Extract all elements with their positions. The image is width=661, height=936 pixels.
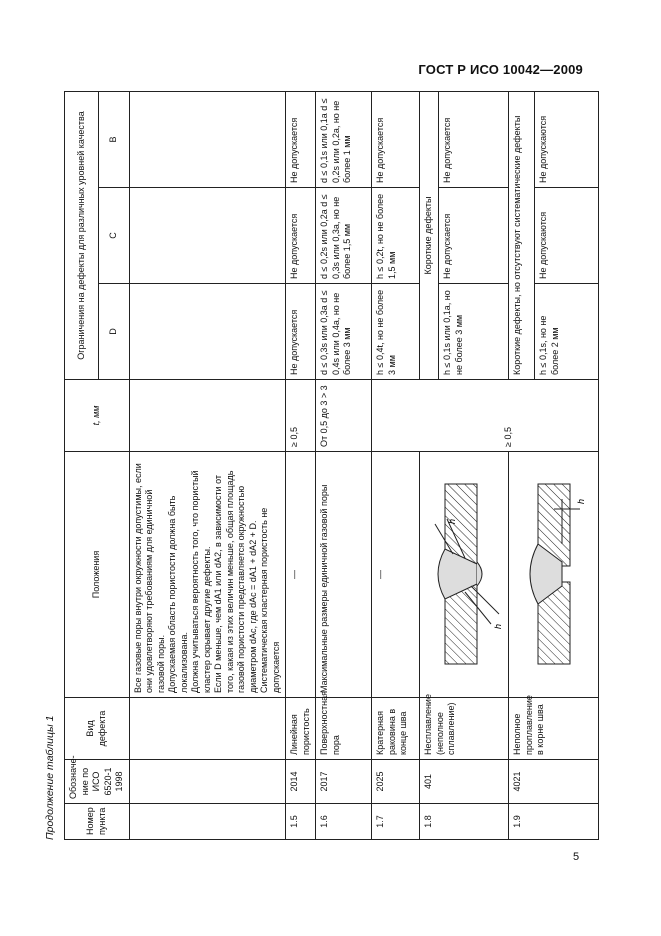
table-caption: Продолжение таблицы 1: [44, 715, 56, 840]
table-frame: [44, 92, 596, 840]
col-c: C: [98, 188, 129, 284]
col-b: B: [98, 91, 129, 187]
table-row: h ≤ 0,1s или 0,1a, но не более 3 мм Не допускается Не допускается: [439, 91, 509, 839]
row19-sketch-cell: [509, 452, 599, 698]
table-row: 1.7 2025 Кратерная раковина в конце шва — h ≤ 0,4t, но не более 3 мм h ≤ 0,2t, но не более 1,5 мм Не допускается: [372, 91, 420, 839]
svg-text:h: h: [493, 624, 504, 630]
col-t: t, мм: [65, 380, 130, 452]
col-limits: Ограничения на дефекты для различных уровней качества: [65, 91, 99, 379]
lack-of-fusion-sketch: [425, 475, 505, 675]
table-row: 1.5 2014 Линейная пористость — ≥ 0,5 Не допускается Не допускается Не допускается: [286, 91, 316, 839]
col-defect: Вид дефекта: [65, 698, 130, 760]
svg-text:h: h: [576, 499, 587, 505]
svg-text:h: h: [447, 519, 458, 525]
col-d: D: [98, 284, 129, 380]
rotated-table: [44, 92, 596, 840]
page-number: 5: [573, 851, 580, 863]
table-row: h ≤ 0,1s, но не более 2 мм Не допускаются Не допускаются: [535, 91, 599, 839]
col-code: Обозначе-ние по ИСО 6520-1 1998: [65, 760, 130, 804]
row14-notes: Все газовые поры внутри окружности допустимы, если они удовлетворяют требованиям для единичной газовой поры. Допускаемая область пористости должна быть локализована. Должна учитываться вероятность того, что пористый кластер скрывает другие дефекты. Если D меньше, чем dA1 или dA2, в зависимости от того, какая из этих величин меньше, общая площадь газовой пористости представляется окружностью диаметром dAc, где dAc = dA1 + dA2 + D. Систематическая кластерная пористость не допускается: [129, 452, 286, 698]
col-notes: Положения: [65, 452, 130, 698]
defects-table: [64, 91, 599, 840]
table-row: 1.9 4021 Неполное проплавление в корне шва h Короткие дефекты, но отсутствуют систематические дефекты: [509, 91, 535, 839]
col-num: Номер пункта: [65, 804, 130, 840]
table-row: 1.8 401 Несплавление (неполное сплавление) h h ≥ 0,5 Короткие дефекты: [420, 91, 439, 839]
incomplete-root-penetration-sketch: [514, 475, 594, 675]
row18-sketch-cell: [420, 452, 509, 698]
table-row: 1.6 2017 Поверхностная пора Максимальные размеры единичной газовой поры От 0,5 до 3 > 3 d ≤ 0,3s или 0,3a d ≤ 0,4s или 0,4a, но не более 3 мм d ≤ 0,2s или 0,2a d ≤ 0,3s или 0,3a, но не более 1,5 мм d ≤ 0,1s или 0,1a d ≤ 0,2s или 0,2a, но не более 1 мм: [316, 91, 372, 839]
standard-code: ГОСТ Р ИСО 10042—2009: [418, 62, 583, 77]
table-row: [129, 91, 286, 839]
